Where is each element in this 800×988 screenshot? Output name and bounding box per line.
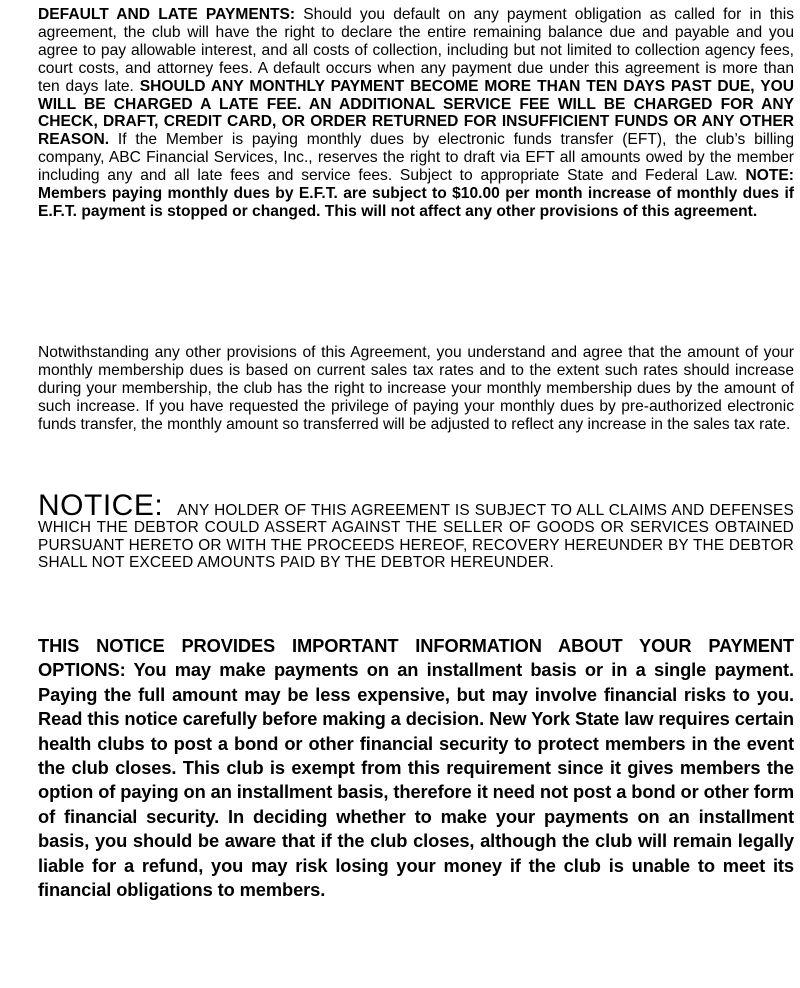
payment-options-text: You may make payments on an installment basis or in a single payment. Paying the full amount may be less expensive, but may involve financial risks to you. Read this notice carefully before making a decision. New York State law requires certain health clubs to post a bond or other financial security to protect members in the event the club closes. This club is exempt from this requirement since it gives members the option of paying on an installment basis, therefore it need not post a bond or other form of financial security. In deciding whether to make your payments on an installment basis, you should be aware that if the club closes, although the club will remain legally liable for a refund, you may risk losing your money if the club is unable to meet its financial obligations to members. xyxy=(38,659,794,901)
late-fee-warning: SHOULD ANY MONTHLY PAYMENT BECOME MORE THAN TEN DAYS PAST DUE, YOU WILL BE CHARGED A LATE FEE. AN ADDITIONAL SERVICE FEE WILL BE CHARGED FOR ANY CHECK, DRAFT, CREDIT CARD, OR ORDER RETURNED FOR INSUFFICIENT FUNDS OR ANY OTHER REASON. xyxy=(38,77,794,149)
sales-tax-paragraph: Notwithstanding any other provisions of this Agreement, you understand and agree that the amount of your monthly membership dues is based on current sales tax rates and to the extent such rates should increase during your membership, the club has the right to increase your monthly membership dues by the amount of such increase. If you have requested the privilege of paying your monthly dues by pre-authorized electronic funds transfer, the monthly amount so transferred will be adjusted to reflect any increase in the sales tax rate. xyxy=(38,344,794,433)
eft-note: NOTE: Members paying monthly dues by E.F.T. are subject to $10.00 per month increase of monthly dues if E.F.T. payment is stopped or changed. This will not affect any other provisions of this agreement. xyxy=(38,167,794,220)
contract-page xyxy=(38,0,794,988)
default-heading: DEFAULT AND LATE PAYMENTS: xyxy=(38,6,296,23)
holder-notice-paragraph xyxy=(38,489,794,572)
payment-options-notice-paragraph xyxy=(38,634,794,902)
holder-notice-title: NOTICE: xyxy=(38,489,164,522)
default-and-late-payments-paragraph xyxy=(38,6,794,221)
eft-text: If the Member is paying monthly dues by electronic funds transfer (EFT), the club’s billing company, ABC Financial Services, Inc., reserves the right to draft via EFT all amounts owed by the member including any and all late fees and service fees. Subject to appropriate State and Federal Law. xyxy=(38,131,794,185)
holder-notice-text: ANY HOLDER OF THIS AGREEMENT IS SUBJECT TO ALL CLAIMS AND DEFENSES WHICH THE DEBTOR COULD ASSERT AGAINST THE SELLER OF GOODS OR SERVICES OBTAINED PURSUANT HERETO OR WITH THE PROCEEDS HEREOF, RECOVERY HEREUNDER BY THE DEBTOR SHALL NOT EXCEED AMOUNTS PAID BY THE DEBTOR HEREUNDER. xyxy=(38,502,794,572)
payment-options-heading: THIS NOTICE PROVIDES IMPORTANT INFORMATION ABOUT YOUR PAYMENT OPTIONS: xyxy=(38,635,794,681)
default-text-1: Should you default on any payment obligation as called for in this agreement, the club will have the right to declare the entire remaining balance due and payable and you agree to pay allowable interest, and all costs of collection, including but not limited to collection agency fees, court costs, and attorney fees. A default occurs when any payment due under this agreement is more than ten days late. xyxy=(38,6,794,95)
